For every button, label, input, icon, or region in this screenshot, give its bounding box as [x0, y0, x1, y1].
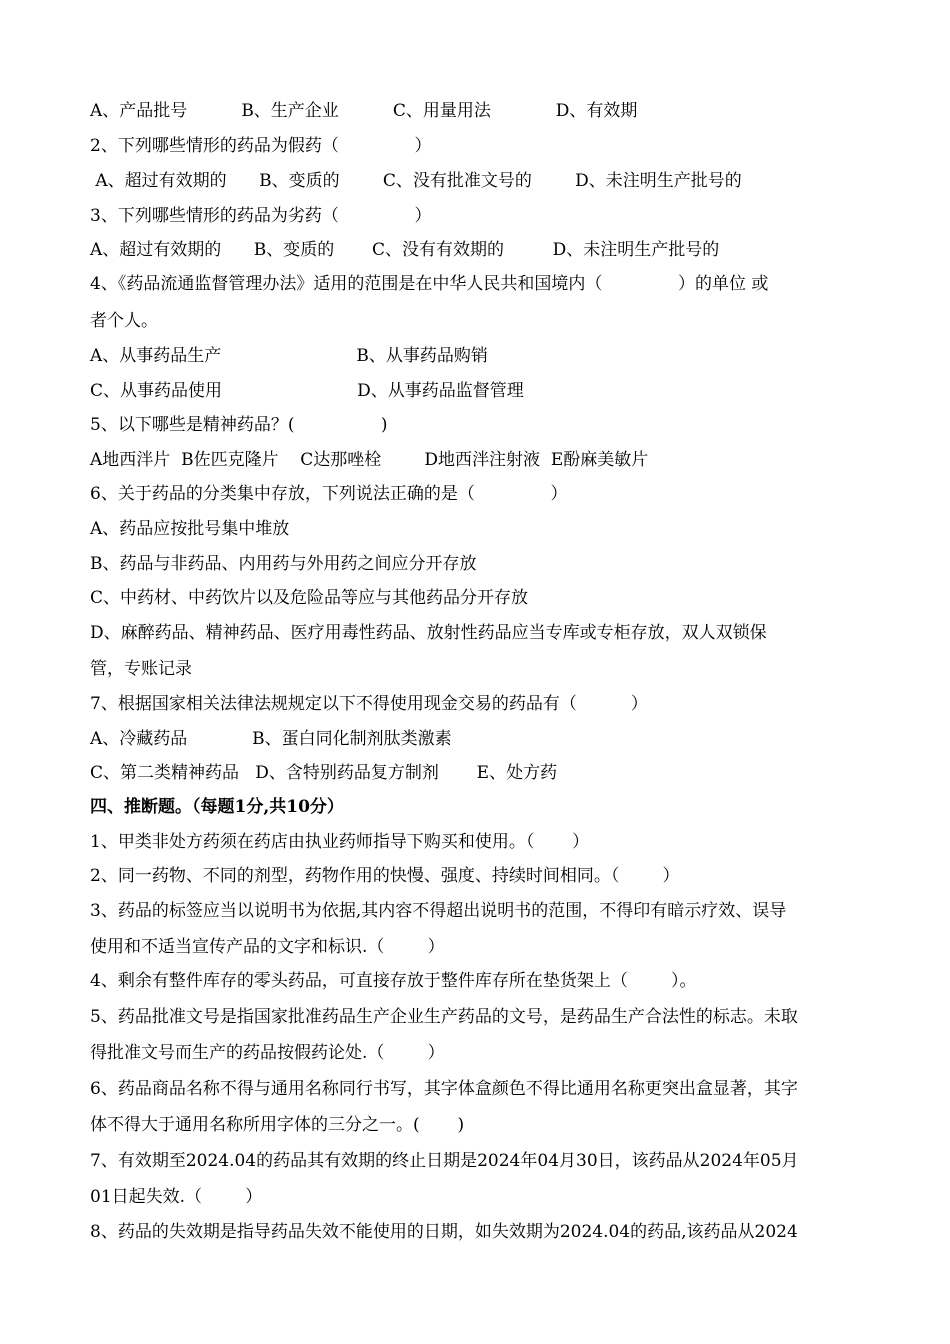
tf-5-cont: 得批准文号而生产的药品按假药论处.（ ）: [90, 1043, 445, 1063]
tf-7-cont: 01日起失效.（ ）: [90, 1187, 263, 1207]
tf-5: 5、药品批准文号是指国家批准药品生产企业生产药品的文号，是药品生产合法性的标志。未取: [90, 1007, 798, 1027]
q4-question: 4、《药品流通监督管理办法》适用的范围是在中华人民共和国境内（ ）的单位 或: [90, 274, 769, 294]
q4-options-cd: C、从事药品使用 D、从事药品监督管理: [90, 381, 524, 401]
q6-option-d: D、麻醉药品、精神药品、医疗用毒性药品、放射性药品应当专库或专柜存放，双人双锁保: [90, 623, 767, 643]
tf-3: 3、药品的标签应当以说明书为依据,其内容不得超出说明书的范围，不得印有暗示疗效、误导: [90, 901, 787, 921]
q7-options-cde: C、第二类精神药品 D、含特别药品复方制剂 E、处方药: [90, 763, 558, 783]
tf-1: 1、甲类非处方药须在药店由执业药师指导下购买和使用。（ ）: [90, 832, 590, 852]
tf-6: 6、药品商品名称不得与通用名称同行书写，其字体盒颜色不得比通用名称更突出盒显著，其字: [90, 1079, 798, 1099]
q5-options: A地西泮片 B佐匹克隆片 C达那唑栓 D地西泮注射液 E酚麻美敏片: [90, 450, 649, 470]
q5-question: 5、以下哪些是精神药品？( ): [90, 415, 388, 435]
tf-8: 8、药品的失效期是指导药品失效不能使用的日期，如失效期为2024.04的药品,该药品从2024: [90, 1222, 798, 1242]
tf-3-cont: 使用和不适当宣传产品的文字和标识.（ ）: [90, 937, 445, 957]
q6-question: 6、关于药品的分类集中存放，下列说法正确的是（ ）: [90, 484, 568, 504]
q6-option-d-cont: 管，专账记录: [90, 659, 192, 679]
section-heading: 四、推断题。（每题1分,共10分）: [90, 797, 344, 817]
q6-option-a: A、药品应按批号集中堆放: [90, 519, 290, 539]
q2-question: 2、下列哪些情形的药品为假药（ ）: [90, 136, 432, 156]
tf-6-cont: 体不得大于通用名称所用字体的三分之一。( ): [90, 1115, 465, 1135]
q3-options: A、超过有效期的 B、变质的 C、没有有效期的 D、未注明生产批号的: [90, 240, 720, 260]
q6-option-c: C、中药材、中药饮片以及危险品等应与其他药品分开存放: [90, 588, 529, 608]
tf-4: 4、剩余有整件库存的零头药品，可直接存放于整件库存所在垫货架上（ ）。: [90, 971, 697, 991]
q6-option-b: B、药品与非药品、内用药与外用药之间应分开存放: [90, 554, 477, 574]
q7-question: 7、根据国家相关法律法规规定以下不得使用现金交易的药品有（ ）: [90, 694, 648, 714]
q3-question: 3、下列哪些情形的药品为劣药（ ）: [90, 206, 432, 226]
q2-options: A、超过有效期的 B、变质的 C、没有批准文号的 D、未注明生产批号的: [90, 171, 742, 191]
q4-options-ab: A、从事药品生产 B、从事药品购销: [90, 346, 488, 366]
q1-options: A、产品批号 B、生产企业 C、用量用法 D、有效期: [90, 101, 638, 121]
tf-2: 2、同一药物、不同的剂型，药物作用的快慢、强度、持续时间相同。（ ）: [90, 866, 680, 886]
q7-options-ab: A、冷藏药品 B、蛋白同化制剂肽类激素: [90, 729, 452, 749]
tf-7: 7、有效期至2024.04的药品其有效期的终止日期是2024年04月30日，该药品从2024年05月: [90, 1151, 799, 1171]
q4-question-cont: 者个人。: [90, 311, 158, 331]
